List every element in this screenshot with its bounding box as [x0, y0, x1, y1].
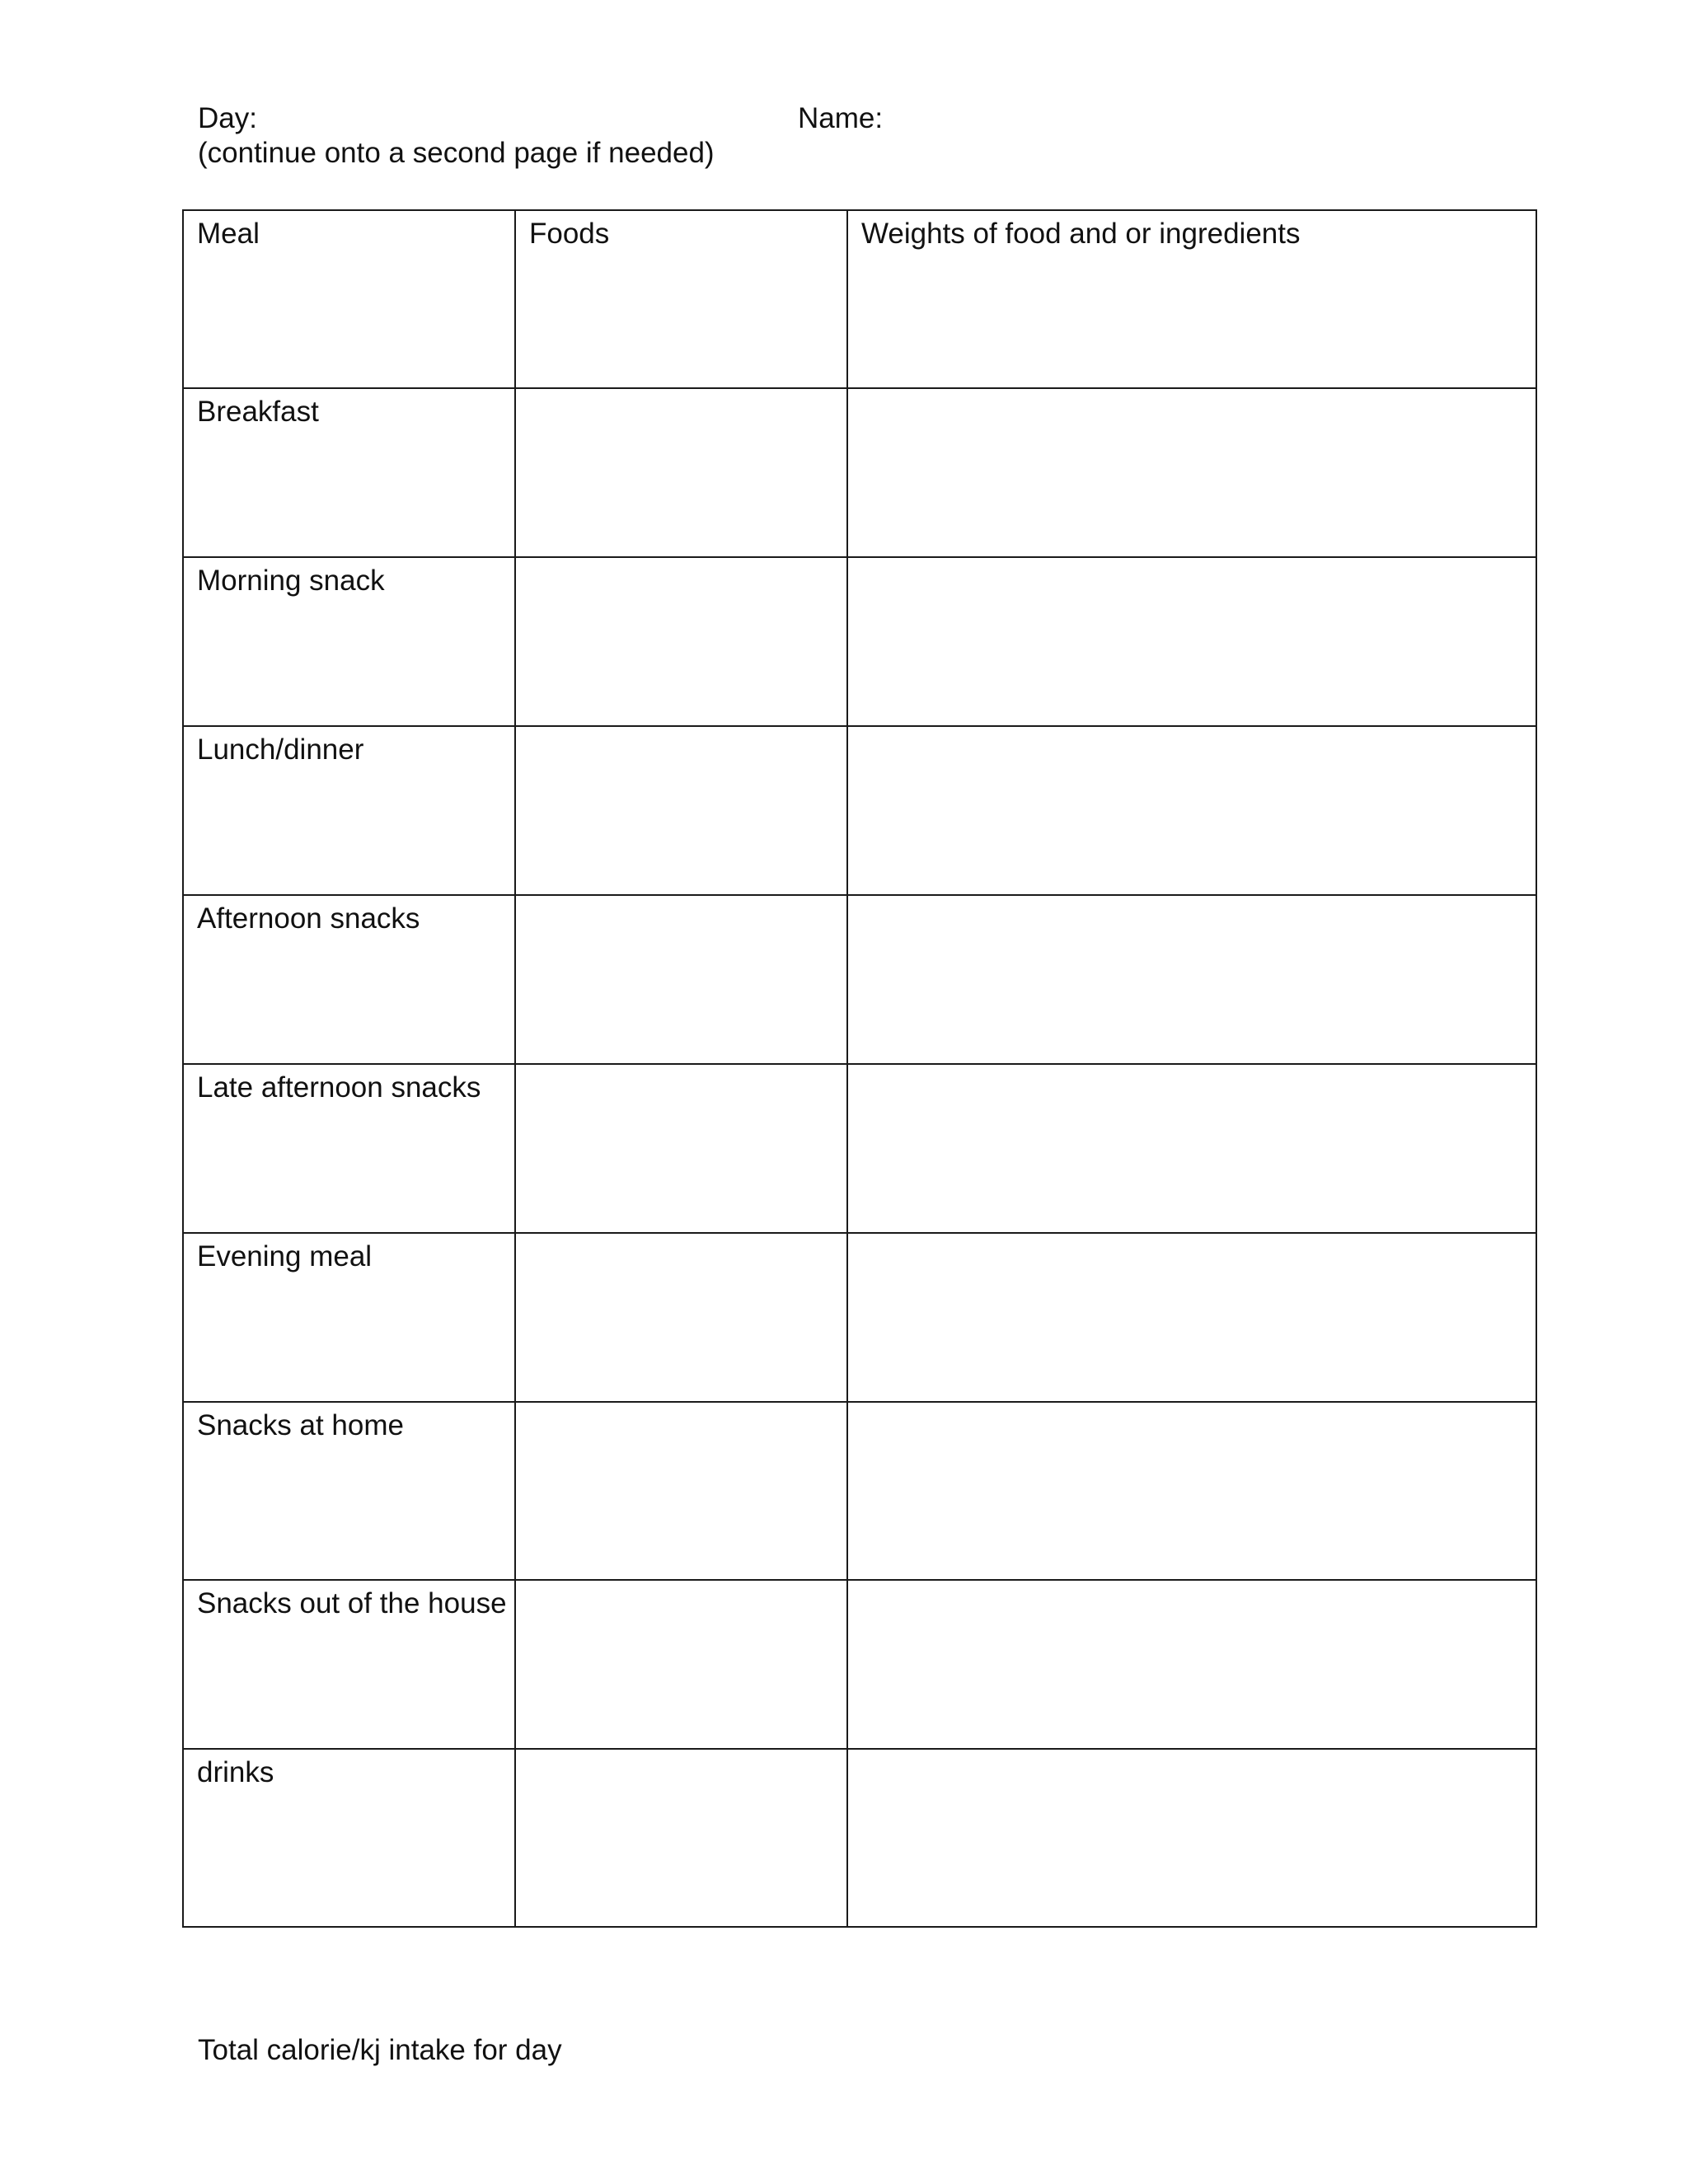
weights-cell[interactable] — [847, 895, 1536, 1064]
table-row — [183, 1064, 1536, 1233]
meal-label-late-afternoon-snacks: Late afternoon snacks — [183, 1064, 515, 1233]
weights-cell[interactable] — [847, 1064, 1536, 1233]
meal-label-morning-snack: Morning snack — [183, 557, 515, 726]
weights-cell[interactable] — [847, 726, 1536, 895]
table-row — [183, 1749, 1536, 1927]
total-intake-label: Total calorie/kj intake for day — [198, 2034, 562, 2066]
meal-label-snacks-at-home: Snacks at home — [183, 1402, 515, 1580]
weights-cell[interactable] — [847, 1402, 1536, 1580]
table-row — [183, 895, 1536, 1064]
food-log-table — [182, 209, 1537, 1928]
column-header-weights: Weights of food and or ingredients — [847, 210, 1536, 388]
meal-label-evening-meal: Evening meal — [183, 1233, 515, 1402]
table-row — [183, 1580, 1536, 1749]
foods-cell[interactable] — [515, 557, 847, 726]
weights-cell[interactable] — [847, 1233, 1536, 1402]
foods-cell[interactable] — [515, 1749, 847, 1927]
table-row — [183, 388, 1536, 557]
foods-cell[interactable] — [515, 726, 847, 895]
name-label: Name: — [798, 102, 884, 134]
table-row — [183, 1402, 1536, 1580]
meal-label-lunch-dinner: Lunch/dinner — [183, 726, 515, 895]
meal-label-snacks-out-of-house: Snacks out of the house — [183, 1580, 515, 1749]
column-header-foods: Foods — [515, 210, 847, 388]
foods-cell[interactable] — [515, 388, 847, 557]
foods-cell[interactable] — [515, 1233, 847, 1402]
column-header-meal: Meal — [183, 210, 515, 388]
meal-label-breakfast: Breakfast — [183, 388, 515, 557]
foods-cell[interactable] — [515, 1580, 847, 1749]
foods-cell[interactable] — [515, 1064, 847, 1233]
continue-note: (continue onto a second page if needed) — [198, 137, 715, 169]
table-header-row — [183, 210, 1536, 388]
foods-cell[interactable] — [515, 895, 847, 1064]
day-label: Day: — [198, 102, 257, 134]
weights-cell[interactable] — [847, 557, 1536, 726]
foods-cell[interactable] — [515, 1402, 847, 1580]
weights-cell[interactable] — [847, 1580, 1536, 1749]
meal-label-drinks: drinks — [183, 1749, 515, 1927]
weights-cell[interactable] — [847, 1749, 1536, 1927]
table-row — [183, 557, 1536, 726]
table-row — [183, 726, 1536, 895]
weights-cell[interactable] — [847, 388, 1536, 557]
meal-label-afternoon-snacks: Afternoon snacks — [183, 895, 515, 1064]
table-row — [183, 1233, 1536, 1402]
